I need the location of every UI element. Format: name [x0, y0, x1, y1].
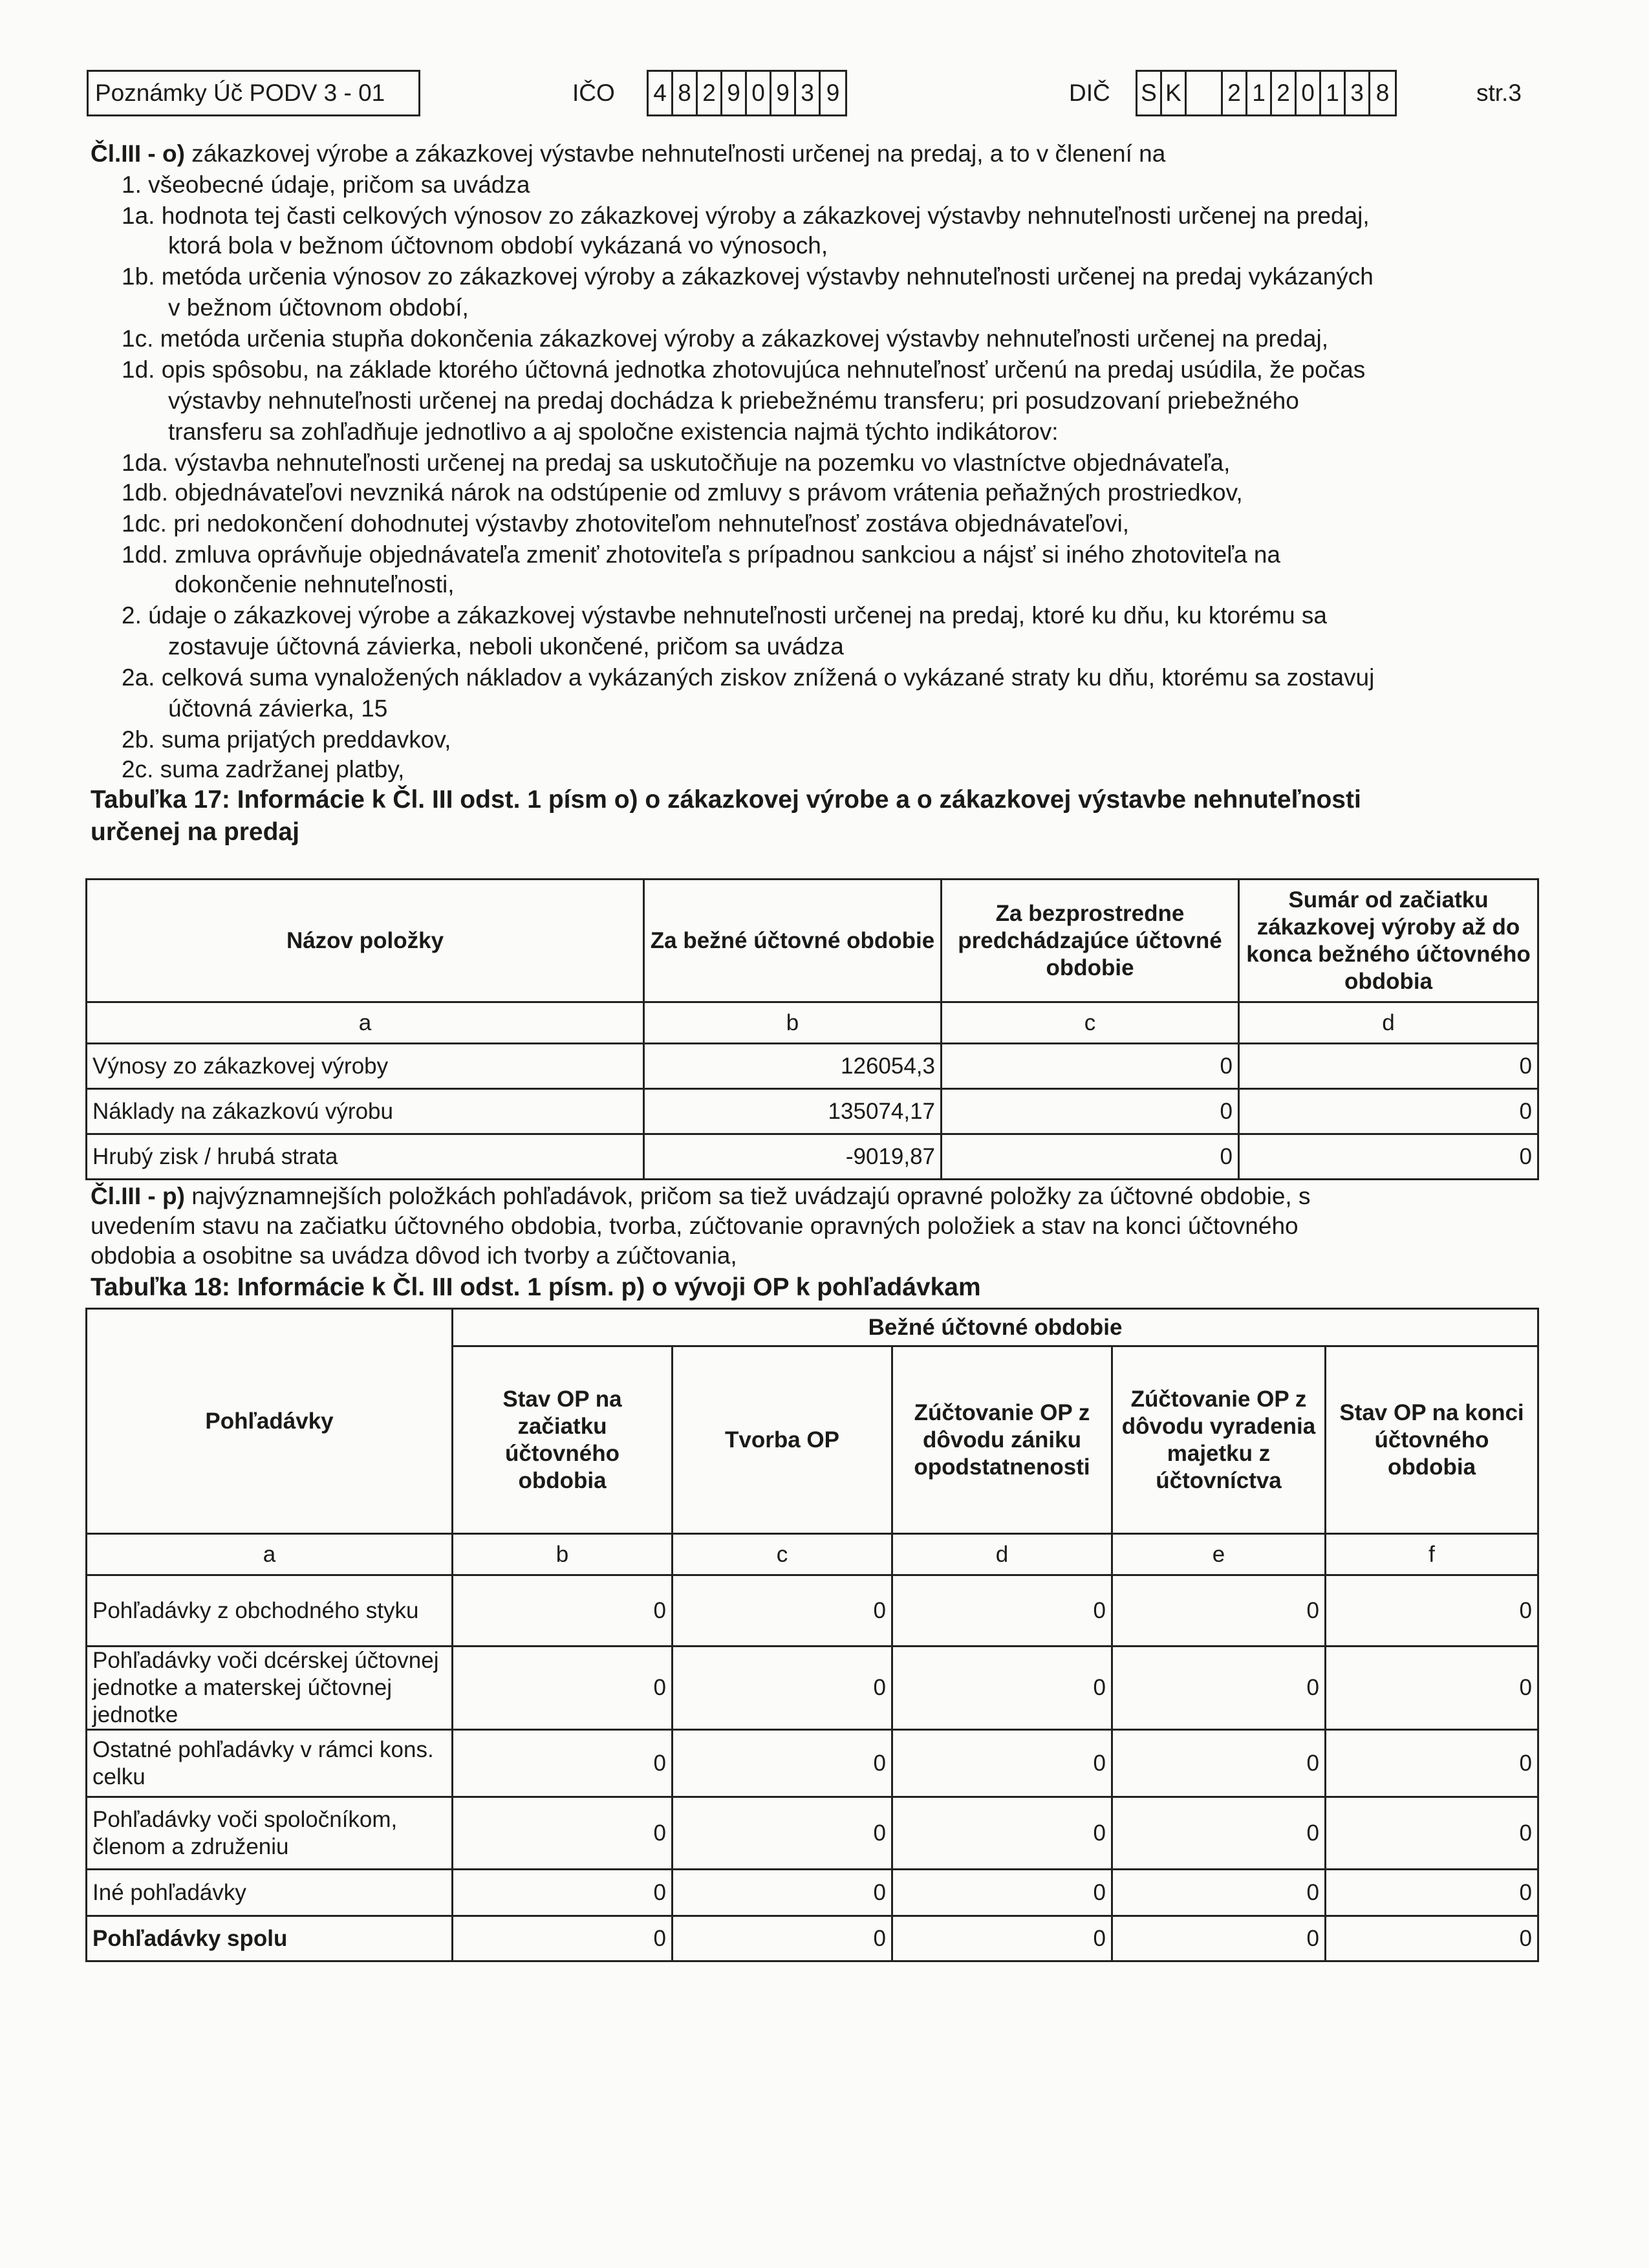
section-o-text: 2c. suma zadržanej platby, [122, 756, 405, 783]
table18-value: 0 [892, 1575, 1112, 1647]
table17-item-name: Náklady na zákazkovú výrobu [87, 1089, 644, 1134]
table17-header-row [87, 880, 1538, 1002]
section-o-text: 1a. hodnota tej časti celkových výnosov zo zákazkovej výroby a zákazkovej výstavby nehnuteľnosti určenej na predaj, [122, 202, 1370, 229]
table18-letter: d [892, 1534, 1112, 1575]
section-o-line [122, 169, 530, 200]
section-o-text: 2. údaje o zákazkovej výrobe a zákazkovej výstavbe nehnuteľnosti určenej na predaj, ktoré ku dňu, ku ktorému sa [122, 602, 1327, 629]
table17-value: 126054,3 [644, 1044, 942, 1089]
section-o-text: 2b. suma prijatých preddavkov, [122, 726, 451, 753]
table18-value: 0 [1112, 1797, 1326, 1870]
table17-value: 0 [1239, 1134, 1538, 1180]
section-o-line [122, 261, 1374, 292]
section-o-line [122, 323, 1328, 354]
ico-char: 9 [722, 72, 747, 114]
table18-value: 0 [1326, 1916, 1538, 1961]
section-p-text: obdobia a osobitne sa uvádza dôvod ich tvorby a zúčtovania, [91, 1242, 737, 1269]
table18-row [87, 1870, 1538, 1916]
table18-value: 0 [1326, 1730, 1538, 1797]
table17-value: 0 [1239, 1089, 1538, 1134]
section-o-line [122, 354, 1365, 385]
table18-header-a: Pohľadávky [87, 1309, 453, 1534]
table17 [85, 878, 1539, 1180]
table18-letter: a [87, 1534, 453, 1575]
table17-row [87, 1044, 1538, 1089]
section-o-text: 2a. celková suma vynaložených nákladov a vykázaných ziskov znížená o vykázané straty ku dňu, ktorému sa zostavuj [122, 664, 1375, 691]
dic-label: DIČ [1069, 80, 1110, 106]
section-p-line [91, 1181, 1310, 1212]
section-o-heading: Čl.III - o) [91, 140, 185, 167]
table18-value: 0 [892, 1870, 1112, 1916]
section-o-text: zákazkovej výrobe a zákazkovej výstavbe nehnuteľnosti určenej na predaj, a to v členení na [184, 140, 1166, 167]
table18 [85, 1308, 1539, 1962]
table17-value: 0 [1239, 1044, 1538, 1089]
ico-char: 9 [771, 72, 796, 114]
table18-header-b: Stav OP na začiatku účtovného obdobia [453, 1346, 673, 1534]
table18-value: 0 [1112, 1916, 1326, 1961]
form-title: Poznámky Úč PODV 3 - 01 [87, 70, 420, 116]
table17-value: 135074,17 [644, 1089, 942, 1134]
section-o-line [122, 539, 1280, 570]
table18-value: 0 [673, 1797, 892, 1870]
table17-letter: d [1239, 1002, 1538, 1044]
table17-item-name: Hrubý zisk / hrubá strata [87, 1134, 644, 1180]
section-o-text: 1da. výstavba nehnuteľnosti určenej na predaj sa uskutočňuje na pozemku vo vlastníctve objednávateľa, [122, 449, 1231, 476]
table17-header-d: Sumár od začiatku zákazkovej výroby až do konca bežného účtovného obdobia [1239, 880, 1538, 1002]
table18-row [87, 1575, 1538, 1647]
table18-caption: Tabuľka 18: Informácie k Čl. III odst. 1 písm. p) o vývoji OP k pohľadávkam [91, 1273, 981, 1301]
table18-item-name: Pohľadávky voči spoločníkom, členom a združeniu [87, 1797, 453, 1870]
section-o-line [168, 416, 1058, 448]
dic-char: 0 [1297, 72, 1321, 114]
table18-row [87, 1647, 1538, 1730]
section-o-line [168, 693, 387, 724]
section-o-text: transferu sa zohľadňuje jednotlivo a aj spoločne existencia najmä týchto indikátorov: [168, 418, 1059, 445]
section-p-heading: Čl.III - p) [91, 1183, 185, 1209]
section-o-text: zostavuje účtovná závierka, neboli ukončené, pričom sa uvádza [168, 633, 844, 660]
table18-value: 0 [892, 1647, 1112, 1730]
section-o-line [168, 230, 828, 261]
section-o-line [122, 508, 1129, 539]
table18-value: 0 [892, 1730, 1112, 1797]
table18-value: 0 [892, 1797, 1112, 1870]
table18-letter: e [1112, 1534, 1326, 1575]
dic-char: 2 [1272, 72, 1297, 114]
table17-value: 0 [942, 1089, 1239, 1134]
table17-letter: a [87, 1002, 644, 1044]
ico-char: 3 [796, 72, 821, 114]
table17-value: 0 [942, 1044, 1239, 1089]
ico-char: 9 [826, 80, 840, 106]
table18-value: 0 [453, 1870, 673, 1916]
table18-value: 0 [1112, 1647, 1326, 1730]
table18-value: 0 [453, 1916, 673, 1961]
table18-header-f: Stav OP na konci účtovného obdobia [1326, 1346, 1538, 1534]
section-o-line [122, 662, 1374, 693]
dic-char: S [1137, 72, 1162, 114]
table18-item-name: Pohľadávky voči dcérskej účtovnej jednotke a materskej účtovnej jednotke [87, 1647, 453, 1730]
table18-value: 0 [1112, 1575, 1326, 1647]
table18-header-e: Zúčtovanie OP z dôvodu vyradenia majetku z účtovníctva [1112, 1346, 1326, 1534]
table18-value: 0 [673, 1916, 892, 1961]
table18-value: 0 [1326, 1870, 1538, 1916]
table18-value: 0 [453, 1647, 673, 1730]
section-o-line [168, 292, 469, 323]
section-p-line [91, 1211, 1299, 1242]
table18-value: 0 [892, 1916, 1112, 1961]
section-p-line [91, 1240, 737, 1271]
table18-value: 0 [453, 1797, 673, 1870]
section-p-text: najvýznamnejších položkách pohľadávok, pričom sa tiež uvádzajú opravné položky za účtovné obdobie, s [184, 1183, 1311, 1209]
section-o-line [122, 724, 451, 755]
table18-value: 0 [1112, 1870, 1326, 1916]
section-o-line [122, 448, 1230, 479]
table17-header-a: Názov položky [87, 880, 644, 1002]
table17-value: -9019,87 [644, 1134, 942, 1180]
table17-item-name: Výnosy zo zákazkovej výroby [87, 1044, 644, 1089]
section-o-line [168, 631, 844, 662]
table18-value: 0 [673, 1575, 892, 1647]
section-o-text: 1b. metóda určenia výnosov zo zákazkovej výroby a zákazkovej výstavby nehnuteľnosti určenej na predaj vykázaných [122, 263, 1374, 290]
ico-char: 4 [649, 72, 673, 114]
section-o-line [122, 600, 1327, 631]
table18-value: 0 [453, 1730, 673, 1797]
ico-char: 2 [698, 72, 722, 114]
dic-char: 3 [1346, 72, 1370, 114]
table18-group-row [87, 1309, 1538, 1346]
table18-value: 0 [673, 1647, 892, 1730]
table18-value: 0 [1326, 1575, 1538, 1647]
table18-item-name: Ostatné pohľadávky v rámci kons. celku [87, 1730, 453, 1797]
section-o-text: 1. všeobecné údaje, pričom sa uvádza [122, 171, 530, 198]
dic-char: 1 [1321, 72, 1346, 114]
table17-letter: b [644, 1002, 942, 1044]
section-o-line [122, 200, 1370, 232]
table18-item-name: Iné pohľadávky [87, 1870, 453, 1916]
dic-char: 1 [1247, 72, 1272, 114]
table17-letter-row [87, 1002, 1538, 1044]
table17-row [87, 1089, 1538, 1134]
dic-char: 8 [1375, 80, 1390, 106]
section-o-text: 1dd. zmluva oprávňuje objednávateľa zmeniť zhotoviteľa s prípadnou sankciou a nájsť si iného zhotoviteľa na [122, 541, 1281, 568]
table18-value: 0 [1326, 1797, 1538, 1870]
section-o-line [91, 138, 1165, 169]
table18-item-name: Pohľadávky z obchodného styku [87, 1575, 453, 1647]
dic-boxes [1136, 70, 1397, 116]
section-o-text: 1db. objednávateľovi nevzniká nárok na odstúpenie od zmluvy s právom vrátenia peňažných prostriedkov, [122, 479, 1243, 506]
table17-caption-line1: Tabuľka 17: Informácie k Čl. III odst. 1 písm o) o zákazkovej výrobe a o zákazkovej výstavbe nehnuteľnosti [91, 786, 1361, 814]
table17-value: 0 [942, 1134, 1239, 1180]
section-o-line [122, 477, 1243, 508]
dic-char [1187, 72, 1223, 114]
section-o-text: 1c. metóda určenia stupňa dokončenia zákazkovej výroby a zákazkovej výstavby nehnuteľnosti určenej na predaj, [122, 325, 1328, 352]
table18-letter: b [453, 1534, 673, 1575]
table18-row [87, 1916, 1538, 1961]
table18-value: 0 [453, 1575, 673, 1647]
table17-row [87, 1134, 1538, 1180]
page-number: str.3 [1476, 80, 1522, 106]
section-p-text: uvedením stavu na začiatku účtovného obdobia, tvorba, zúčtovanie opravných položiek a stav na konci účtovného [91, 1213, 1299, 1239]
section-o-text: 1d. opis spôsobu, na základe ktorého účtovná jednotka zhotovujúca nehnuteľnosť určenú na predaj usúdila, že počas [122, 356, 1366, 383]
table18-value: 0 [1326, 1647, 1538, 1730]
table18-header-c: Tvorba OP [673, 1346, 892, 1534]
section-o-line [168, 385, 1299, 416]
ico-char: 0 [747, 72, 771, 114]
section-o-text: 1dc. pri nedokončení dohodnutej výstavby zhotoviteľom nehnuteľnosť zostáva objednávateľovi, [122, 510, 1130, 537]
ico-char: 8 [673, 72, 698, 114]
table18-letter: f [1326, 1534, 1538, 1575]
table18-group-header: Bežné účtovné obdobie [453, 1309, 1538, 1346]
dic-char: K [1162, 72, 1187, 114]
table18-value: 0 [1112, 1730, 1326, 1797]
table17-caption-line2: určenej na predaj [91, 818, 299, 846]
table18-row [87, 1730, 1538, 1797]
section-o-text: v bežnom účtovnom období, [168, 294, 469, 321]
dic-char: 2 [1223, 72, 1247, 114]
table18-header-d: Zúčtovanie OP z dôvodu zániku opodstatnenosti [892, 1346, 1112, 1534]
table18-value: 0 [673, 1730, 892, 1797]
section-o-line [122, 754, 404, 785]
table18-row [87, 1797, 1538, 1870]
section-o-line [175, 569, 455, 600]
ico-boxes [647, 70, 847, 116]
section-o-text: dokončenie nehnuteľnosti, [175, 571, 455, 598]
section-o-text: výstavby nehnuteľnosti určenej na predaj dochádza k priebežnému transferu; pri posudzovaní priebežného [168, 387, 1299, 414]
table18-letter-row [87, 1534, 1538, 1575]
section-o-text: ktorá bola v bežnom účtovnom období vykázaná vo výnosoch, [168, 232, 828, 259]
section-o-text: účtovná závierka, 15 [168, 695, 388, 722]
table17-header-b: Za bežné účtovné obdobie [644, 880, 942, 1002]
table18-letter: c [673, 1534, 892, 1575]
table17-header-c: Za bezprostredne predchádzajúce účtovné obdobie [942, 880, 1239, 1002]
ico-label: IČO [572, 80, 615, 106]
table18-item-name: Pohľadávky spolu [87, 1916, 453, 1961]
table18-value: 0 [673, 1870, 892, 1916]
table17-letter: c [942, 1002, 1239, 1044]
